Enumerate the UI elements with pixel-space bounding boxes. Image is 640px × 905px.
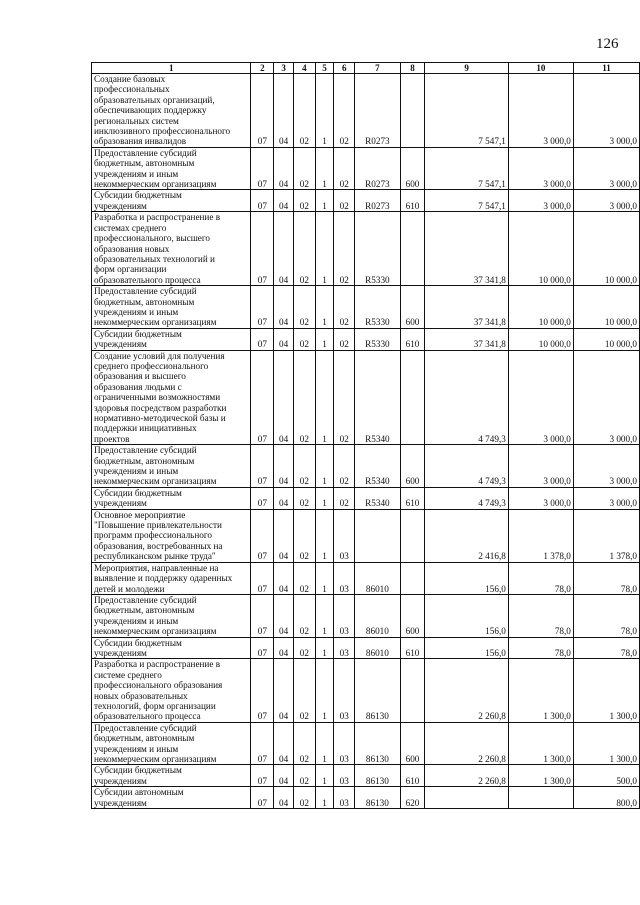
program-cell: 02 [293,190,315,212]
subprogram-cell: 1 [315,212,334,286]
amount-2020-cell: 2 260,8 [425,722,508,765]
expense-direction-cell: 86010 [355,562,400,594]
amount-2022-cell: 1 300,0 [573,659,639,722]
program-cell: 02 [293,659,315,722]
row-name-cell [92,659,251,722]
amount-2021-cell: 3 000,0 [508,350,573,445]
row-name-cell [92,445,251,488]
activity-cell: 03 [334,765,355,787]
amount-2021-cell: 1 300,0 [508,659,573,722]
expense-direction-cell [355,509,400,562]
budget-table [91,62,640,809]
program-cell: 02 [293,562,315,594]
program-cell: 02 [293,350,315,445]
row-description: Основное мероприятие "Повышение привлекательности программ профессионального образования, востребованных на республиканском рынке труда" [94,509,223,562]
table-header-row [92,63,640,74]
subsection-cell: 04 [274,509,294,562]
activity-cell: 03 [334,594,355,637]
row-description: Субсидии бюджетным учреждениям [94,487,182,509]
subprogram-cell: 1 [315,147,334,190]
subprogram-cell: 1 [315,509,334,562]
subprogram-cell: 1 [315,722,334,765]
row-description: Субсидии бюджетным учреждениям [94,328,182,350]
section-cell: 07 [251,286,274,329]
amount-2021-cell: 3 000,0 [508,74,573,148]
amount-2022-cell: 78,0 [573,637,639,659]
header-cell: 5 [315,63,334,74]
amount-2020-cell: 37 341,8 [425,286,508,329]
program-cell: 02 [293,212,315,286]
amount-2022-cell: 3 000,0 [573,350,639,445]
row-name-cell [92,328,251,350]
row-name-cell [92,212,251,286]
subsection-cell: 04 [274,562,294,594]
expense-type-cell [400,212,425,286]
amount-2022-cell: 78,0 [573,594,639,637]
subprogram-cell: 1 [315,445,334,488]
row-name-cell [92,637,251,659]
activity-cell: 02 [334,190,355,212]
header-cell: 8 [400,63,425,74]
amount-2022-cell: 1 378,0 [573,509,639,562]
activity-cell: 02 [334,212,355,286]
activity-cell: 02 [334,350,355,445]
expense-type-cell [400,74,425,148]
row-name-cell [92,487,251,509]
amount-2021-cell: 3 000,0 [508,190,573,212]
subprogram-cell: 1 [315,637,334,659]
row-description: Мероприятия, направленные на выявление и поддержку одаренных детей и молодежи [94,562,233,594]
amount-2021-cell [508,787,573,809]
header-cell: 2 [251,63,274,74]
amount-2021-cell: 1 300,0 [508,765,573,787]
amount-2021-cell: 78,0 [508,637,573,659]
subsection-cell: 04 [274,487,294,509]
amount-2022-cell: 3 000,0 [573,190,639,212]
activity-cell: 02 [334,328,355,350]
program-cell: 02 [293,637,315,659]
section-cell: 07 [251,147,274,190]
header-cell: 9 [425,63,508,74]
row-name-cell [92,509,251,562]
expense-direction-cell: 86130 [355,659,400,722]
activity-cell: 02 [334,74,355,148]
row-description: Создание условий для получения среднего профессионального образования и высшего образования людьми с ограниченными возможностями здоровья посредством разработки нормативно-методической базы и поддержки инициативных проектов [94,350,227,444]
amount-2021-cell: 78,0 [508,594,573,637]
header-cell: 10 [508,63,573,74]
subsection-cell: 04 [274,212,294,286]
row-description: Субсидии автономным учреждениям [94,787,184,808]
program-cell: 02 [293,328,315,350]
subsection-cell: 04 [274,147,294,190]
table-row [92,787,640,809]
section-cell: 07 [251,74,274,148]
subsection-cell: 04 [274,787,294,809]
row-name-cell [92,74,251,148]
subsection-cell: 04 [274,659,294,722]
subprogram-cell: 1 [315,286,334,329]
subsection-cell: 04 [274,328,294,350]
header-cell: 4 [293,63,315,74]
expense-direction-cell: R5330 [355,286,400,329]
subprogram-cell: 1 [315,765,334,787]
row-name-cell [92,562,251,594]
row-description: Предоставление субсидий бюджетным, автономным учреждениям и иным некоммерческим организациям [94,445,217,487]
expense-type-cell [400,350,425,445]
table-row [92,286,640,329]
row-name-cell [92,147,251,190]
row-description: Субсидии бюджетным учреждениям [94,765,182,786]
program-cell: 02 [293,787,315,809]
section-cell: 07 [251,765,274,787]
expense-direction-cell: R5330 [355,212,400,286]
subprogram-cell: 1 [315,562,334,594]
section-cell: 07 [251,787,274,809]
expense-type-cell [400,562,425,594]
subsection-cell: 04 [274,74,294,148]
table-row [92,190,640,212]
section-cell: 07 [251,212,274,286]
section-cell: 07 [251,722,274,765]
row-name-cell [92,787,251,809]
row-description: Предоставление субсидий бюджетным, автономным учреждениям и иным некоммерческим организациям [94,286,217,328]
activity-cell: 03 [334,659,355,722]
subprogram-cell: 1 [315,328,334,350]
expense-direction-cell: R5330 [355,328,400,350]
activity-cell: 02 [334,286,355,329]
program-cell: 02 [293,765,315,787]
expense-direction-cell: R5340 [355,350,400,445]
activity-cell: 03 [334,637,355,659]
subsection-cell: 04 [274,286,294,329]
subprogram-cell: 1 [315,190,334,212]
expense-direction-cell: R5340 [355,445,400,488]
program-cell: 02 [293,509,315,562]
subsection-cell: 04 [274,637,294,659]
amount-2020-cell: 4 749,3 [425,445,508,488]
section-cell: 07 [251,445,274,488]
expense-direction-cell: 86010 [355,637,400,659]
row-name-cell [92,722,251,765]
expense-type-cell: 600 [400,594,425,637]
expense-type-cell: 600 [400,722,425,765]
expense-type-cell: 600 [400,286,425,329]
amount-2021-cell: 3 000,0 [508,445,573,488]
amount-2022-cell: 500,0 [573,765,639,787]
header-cell: 3 [274,63,294,74]
program-cell: 02 [293,74,315,148]
amount-2022-cell: 3 000,0 [573,445,639,488]
program-cell: 02 [293,594,315,637]
activity-cell: 03 [334,787,355,809]
section-cell: 07 [251,562,274,594]
header-cell: 7 [355,63,400,74]
amount-2020-cell [425,787,508,809]
row-description: Субсидии бюджетным учреждениям [94,190,182,211]
section-cell: 07 [251,487,274,509]
amount-2020-cell: 156,0 [425,562,508,594]
row-name-cell [92,190,251,212]
expense-direction-cell: R0273 [355,190,400,212]
amount-2022-cell: 10 000,0 [573,286,639,329]
activity-cell: 03 [334,562,355,594]
expense-type-cell [400,509,425,562]
program-cell: 02 [293,487,315,509]
amount-2022-cell: 3 000,0 [573,147,639,190]
amount-2022-cell: 3 000,0 [573,74,639,148]
amount-2020-cell: 156,0 [425,594,508,637]
expense-type-cell: 610 [400,487,425,509]
table-row [92,659,640,722]
section-cell: 07 [251,637,274,659]
amount-2020-cell: 2 416,8 [425,509,508,562]
table-row [92,74,640,148]
row-description: Разработка и распространение в системах среднего профессионального, высшего образования новых образовательных технологий и форм организации образовательного процесса [94,212,221,285]
expense-direction-cell: 86130 [355,722,400,765]
amount-2021-cell: 10 000,0 [508,212,573,286]
subsection-cell: 04 [274,190,294,212]
expense-type-cell: 600 [400,147,425,190]
page-number: 126 [596,36,619,52]
program-cell: 02 [293,147,315,190]
expense-type-cell: 600 [400,445,425,488]
subsection-cell: 04 [274,350,294,445]
amount-2021-cell: 1 378,0 [508,509,573,562]
activity-cell: 02 [334,487,355,509]
header-cell: 6 [334,63,355,74]
amount-2022-cell: 10 000,0 [573,328,639,350]
amount-2020-cell: 7 547,1 [425,147,508,190]
amount-2022-cell: 800,0 [573,787,639,809]
activity-cell: 03 [334,722,355,765]
subprogram-cell: 1 [315,74,334,148]
amount-2020-cell: 37 341,8 [425,212,508,286]
amount-2020-cell: 2 260,8 [425,659,508,722]
amount-2021-cell: 3 000,0 [508,487,573,509]
subprogram-cell: 1 [315,787,334,809]
row-description: Субсидии бюджетным учреждениям [94,637,182,658]
subprogram-cell: 1 [315,594,334,637]
table-row [92,637,640,659]
amount-2022-cell: 10 000,0 [573,212,639,286]
section-cell: 07 [251,350,274,445]
expense-type-cell: 610 [400,190,425,212]
row-name-cell [92,286,251,329]
table-row [92,487,640,509]
table-row [92,328,640,350]
row-description: Предоставление субсидий бюджетным, автономным учреждениям и иным некоммерческим организациям [94,147,217,190]
amount-2020-cell: 156,0 [425,637,508,659]
row-description: Создание базовых профессиональных образовательных организаций, обеспечивающих поддержку региональных систем инклюзивного профессионального образования инвалидов [94,74,231,147]
amount-2021-cell: 1 300,0 [508,722,573,765]
table-row [92,212,640,286]
table-row [92,350,640,445]
section-cell: 07 [251,190,274,212]
amount-2022-cell: 3 000,0 [573,487,639,509]
section-cell: 07 [251,659,274,722]
subprogram-cell: 1 [315,659,334,722]
amount-2020-cell: 7 547,1 [425,74,508,148]
activity-cell: 02 [334,445,355,488]
section-cell: 07 [251,328,274,350]
row-name-cell [92,350,251,445]
header-cell: 11 [573,63,639,74]
subprogram-cell: 1 [315,487,334,509]
amount-2020-cell: 37 341,8 [425,328,508,350]
expense-direction-cell: 86010 [355,594,400,637]
amount-2021-cell: 3 000,0 [508,147,573,190]
activity-cell: 03 [334,509,355,562]
table-row [92,765,640,787]
amount-2021-cell: 78,0 [508,562,573,594]
amount-2020-cell: 7 547,1 [425,190,508,212]
expense-direction-cell: R0273 [355,74,400,148]
header-cell: 1 [92,63,251,74]
program-cell: 02 [293,722,315,765]
subsection-cell: 04 [274,722,294,765]
table-row [92,147,640,190]
subprogram-cell: 1 [315,350,334,445]
program-cell: 02 [293,445,315,488]
program-cell: 02 [293,286,315,329]
subsection-cell: 04 [274,445,294,488]
expense-type-cell: 620 [400,787,425,809]
row-description: Разработка и распространение в системе среднего профессионального образования новых образовательных технологий, форм организации образовательного процесса [94,659,223,722]
table-row [92,509,640,562]
expense-type-cell: 610 [400,328,425,350]
row-description: Предоставление субсидий бюджетным, автономным учреждениям и иным некоммерческим организациям [94,722,217,764]
expense-type-cell: 610 [400,637,425,659]
expense-type-cell: 610 [400,765,425,787]
row-name-cell [92,594,251,637]
expense-direction-cell: R0273 [355,147,400,190]
amount-2021-cell: 10 000,0 [508,286,573,329]
expense-direction-cell: 86130 [355,787,400,809]
activity-cell: 02 [334,147,355,190]
amount-2020-cell: 4 749,3 [425,350,508,445]
expense-type-cell [400,659,425,722]
expense-direction-cell: R5340 [355,487,400,509]
table-row [92,722,640,765]
row-name-cell [92,765,251,787]
amount-2020-cell: 4 749,3 [425,487,508,509]
expense-direction-cell: 86130 [355,765,400,787]
subsection-cell: 04 [274,765,294,787]
section-cell: 07 [251,594,274,637]
table-row [92,594,640,637]
row-description: Предоставление субсидий бюджетным, автономным учреждениям и иным некоммерческим организациям [94,594,217,637]
amount-2021-cell: 10 000,0 [508,328,573,350]
amount-2022-cell: 1 300,0 [573,722,639,765]
table-row [92,562,640,594]
table-row [92,445,640,488]
amount-2020-cell: 2 260,8 [425,765,508,787]
section-cell: 07 [251,509,274,562]
subsection-cell: 04 [274,594,294,637]
amount-2022-cell: 78,0 [573,562,639,594]
